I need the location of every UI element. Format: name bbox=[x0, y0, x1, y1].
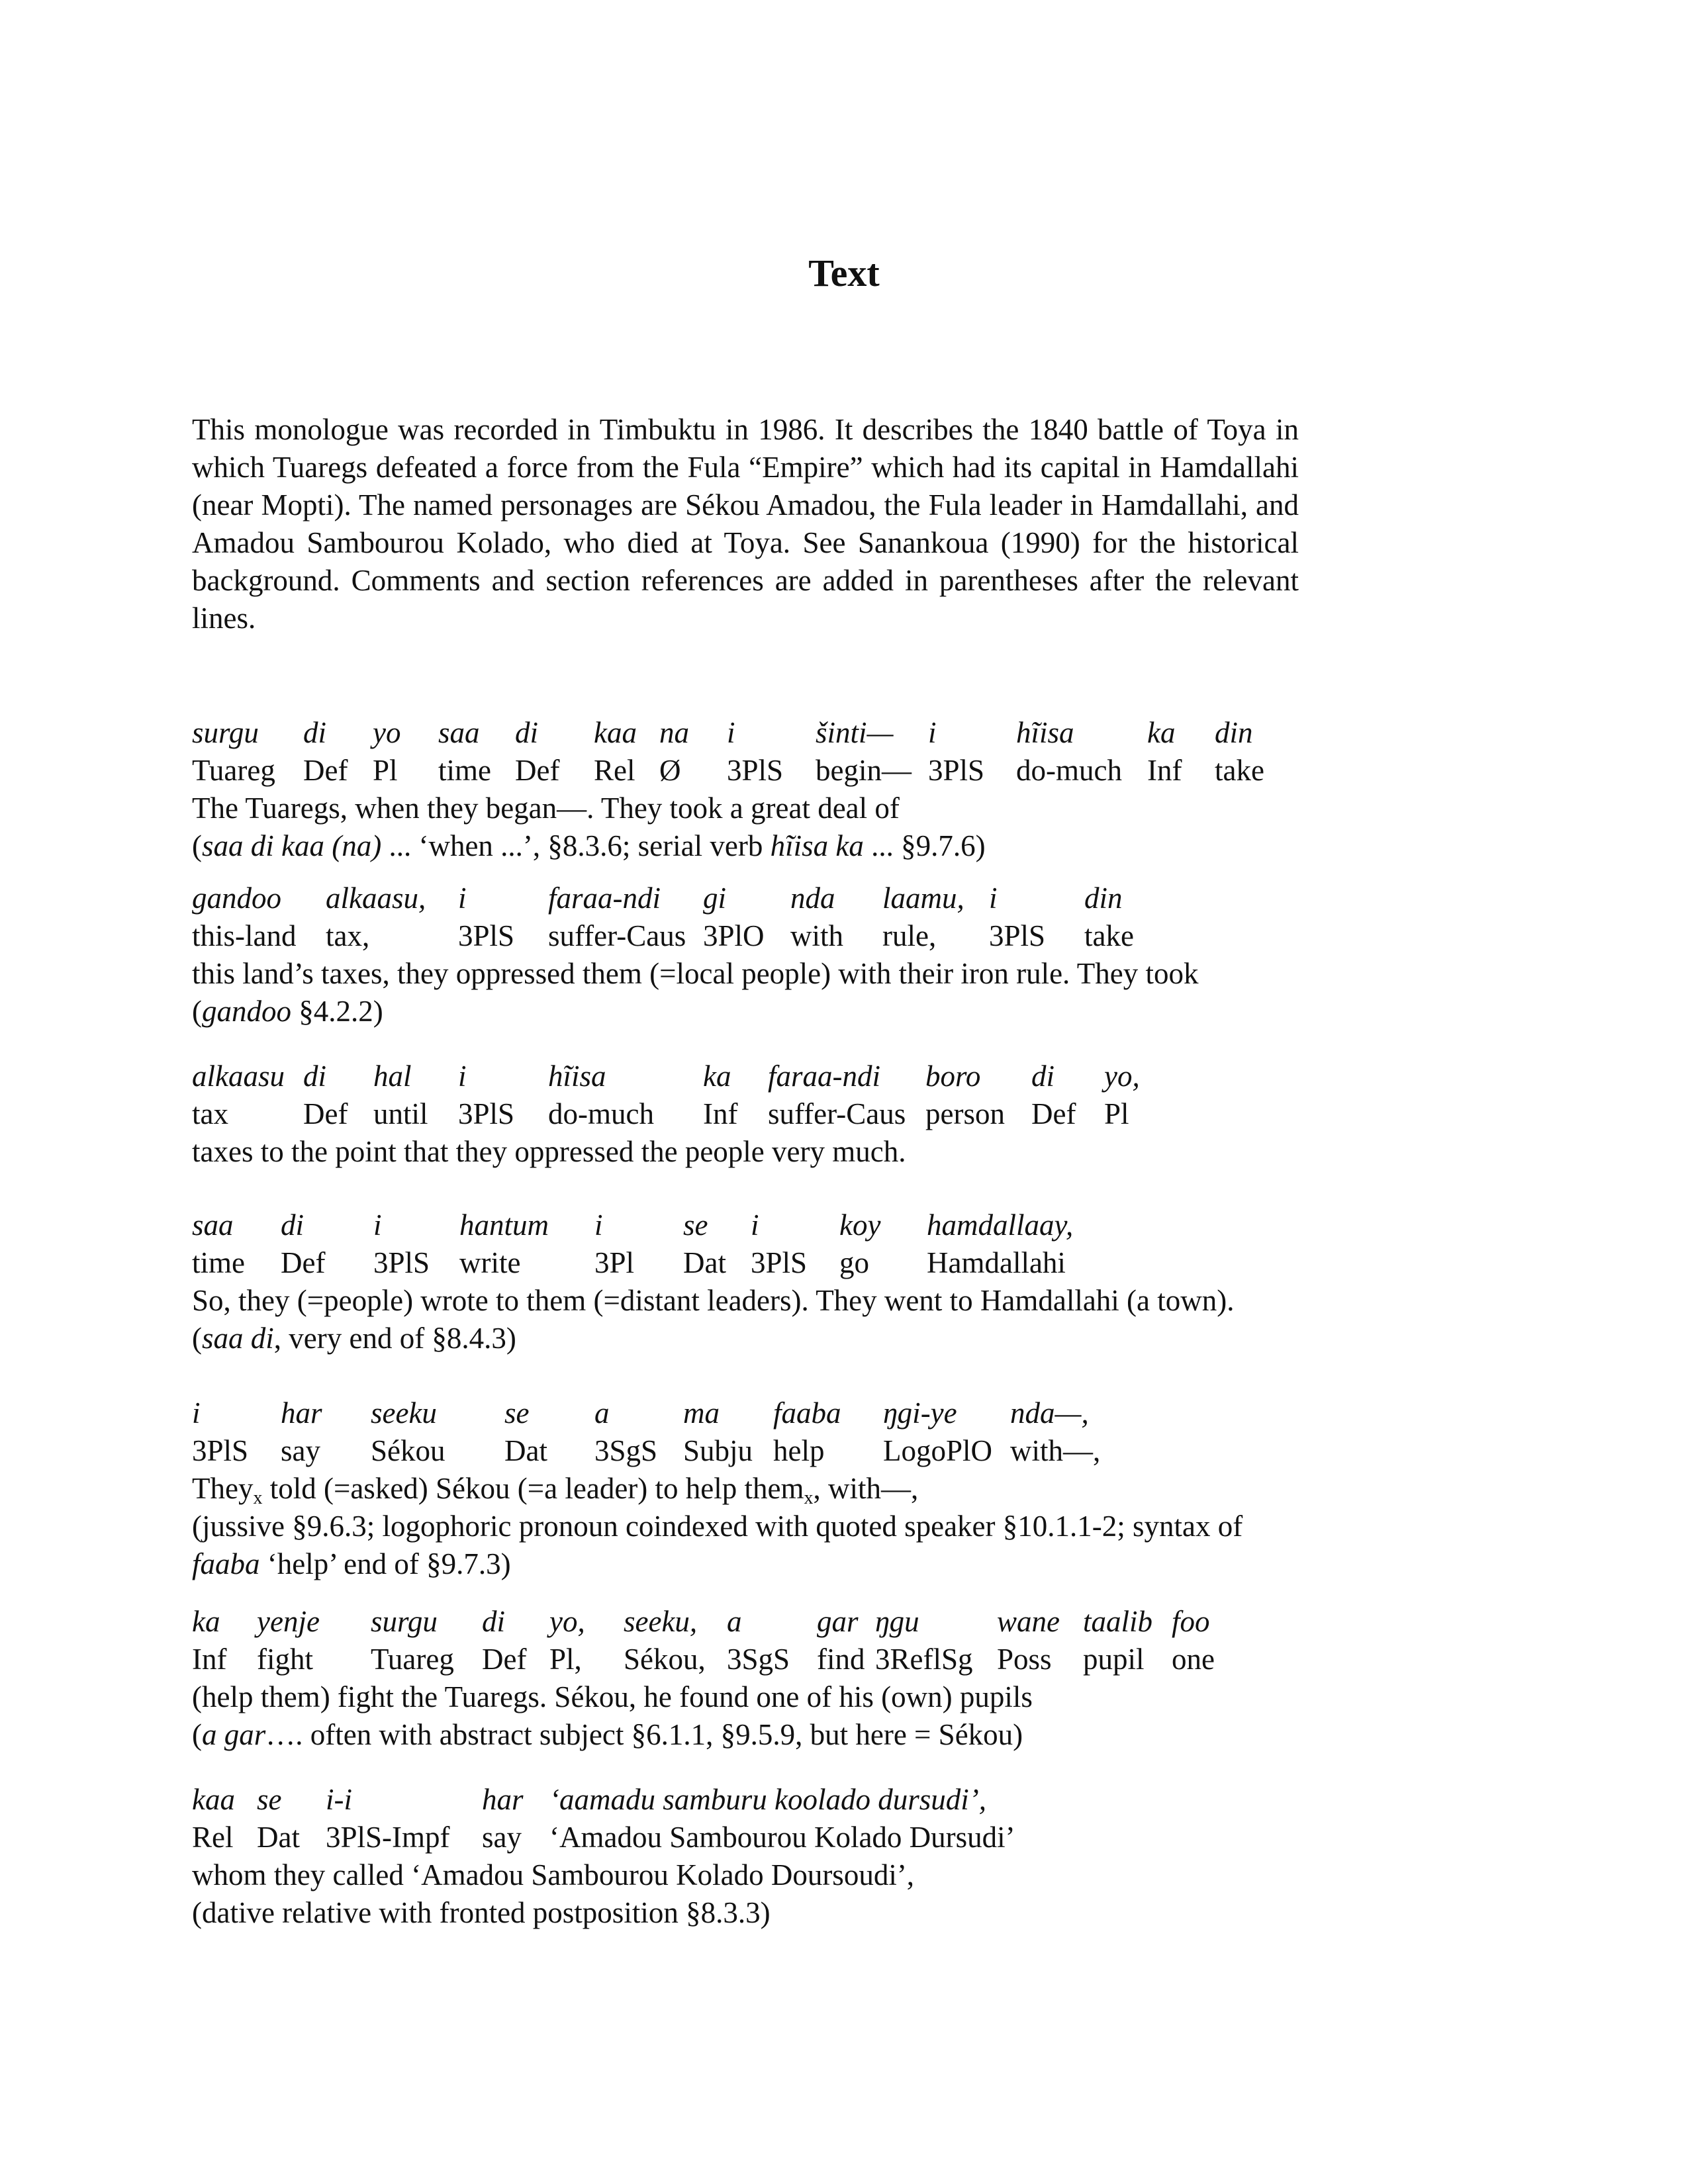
gloss-word: one bbox=[1172, 1643, 1215, 1676]
gloss-word: ‘Amadou Sambourou Kolado Dursudi’ bbox=[549, 1821, 1015, 1854]
source-word: seeku, bbox=[624, 1605, 698, 1638]
gloss-word: with—, bbox=[1010, 1434, 1101, 1467]
gloss-word: Sékou, bbox=[624, 1643, 706, 1676]
gloss-word: Inf bbox=[703, 1097, 738, 1130]
source-word: hal bbox=[373, 1060, 412, 1093]
source-word: i bbox=[928, 716, 937, 749]
gloss-word: rule, bbox=[882, 919, 937, 952]
translation-line: They$_x$ told (=asked) Sékou (=a leader) to help them$_x$, with—, bbox=[192, 1472, 919, 1508]
source-word: alkaasu bbox=[192, 1060, 285, 1093]
gloss-word: Pl, bbox=[549, 1643, 582, 1676]
gloss-word: person bbox=[925, 1097, 1005, 1130]
comment-line: (saa di, very end of §8.4.3) bbox=[192, 1322, 516, 1355]
source-word: i bbox=[192, 1396, 201, 1430]
source-word: taalib bbox=[1083, 1605, 1153, 1638]
gloss-line bbox=[192, 1641, 1317, 1678]
gloss-word: with bbox=[790, 919, 844, 952]
source-word: din bbox=[1084, 882, 1123, 915]
source-word: a bbox=[727, 1605, 742, 1638]
source-word: i bbox=[458, 1060, 467, 1093]
source-line bbox=[192, 1206, 1317, 1244]
gloss-word: tax, bbox=[326, 919, 370, 952]
translation-line: The Tuaregs, when they began—. They took a great deal of bbox=[192, 792, 900, 825]
comment-line: (dative relative with fronted postposition §8.3.3) bbox=[192, 1896, 771, 1929]
gloss-word: Subju bbox=[683, 1434, 753, 1467]
gloss-word: 3SgS bbox=[727, 1643, 790, 1676]
gloss-word: Dat bbox=[683, 1246, 726, 1279]
source-word: gar bbox=[817, 1605, 859, 1638]
source-word: yo, bbox=[549, 1605, 585, 1638]
gloss-word: say bbox=[281, 1434, 320, 1467]
comment-line: (gandoo §4.2.2) bbox=[192, 995, 383, 1028]
source-word: i bbox=[373, 1208, 382, 1242]
gloss-word: take bbox=[1215, 754, 1264, 787]
gloss-word: 3PlS bbox=[373, 1246, 430, 1279]
source-word: kaa bbox=[594, 716, 637, 749]
gloss-word: find bbox=[817, 1643, 865, 1676]
gloss-word: Inf bbox=[1147, 754, 1182, 787]
gloss-block bbox=[192, 1206, 1317, 1357]
translation-line: this land’s taxes, they oppressed them (=local people) with their iron rule. They took bbox=[192, 957, 1199, 990]
source-word: di bbox=[1031, 1060, 1055, 1093]
source-word: se bbox=[504, 1396, 530, 1430]
source-word: i bbox=[751, 1208, 759, 1242]
source-word: i bbox=[458, 882, 467, 915]
comment-line: (jussive §9.6.3; logophoric pronoun coindexed with quoted speaker §10.1.1-2; syntax of faaba ‘help’ end of §9.7.3) bbox=[192, 1510, 1243, 1580]
source-word: laamu, bbox=[882, 882, 964, 915]
gloss-line bbox=[192, 1095, 1317, 1133]
source-word: di bbox=[281, 1208, 305, 1242]
gloss-word: Rel bbox=[192, 1821, 234, 1854]
gloss-line bbox=[192, 752, 1317, 790]
source-word: foo bbox=[1172, 1605, 1210, 1638]
source-word: saa bbox=[192, 1208, 234, 1242]
gloss-word: 3PlS bbox=[989, 919, 1046, 952]
gloss-word: Def bbox=[482, 1643, 527, 1676]
gloss-block bbox=[192, 1603, 1317, 1754]
source-line bbox=[192, 714, 1317, 752]
source-word: hantum bbox=[459, 1208, 549, 1242]
source-word: nda bbox=[790, 882, 835, 915]
translation-line: whom they called ‘Amadou Sambourou Kolado Doursoudi’, bbox=[192, 1858, 915, 1891]
source-line bbox=[192, 1781, 1317, 1819]
gloss-word: Rel bbox=[594, 754, 635, 787]
source-word: na bbox=[659, 716, 689, 749]
gloss-word: 3PlS bbox=[751, 1246, 808, 1279]
source-word: a bbox=[594, 1396, 610, 1430]
gloss-word: Def bbox=[1031, 1097, 1076, 1130]
gloss-block bbox=[192, 714, 1317, 865]
gloss-word: until bbox=[373, 1097, 428, 1130]
intro-paragraph: This monologue was recorded in Timbuktu in 1986. It describes the 1840 battle of Toya in which Tuaregs defeated a force from the Fula “Empire” which had its capital in Hamdallahi (near Mopti). The named personages are Sékou Amadou, the Fula leader in Hamdallahi, and Amadou Sambourou Kolado, who died at Toya. See Sanankoua (1990) for the historical background. Comments and section references are added in parentheses after the relevant lines. bbox=[192, 413, 1299, 635]
source-word: di bbox=[303, 716, 327, 749]
gloss-word: say bbox=[482, 1821, 522, 1854]
source-word: nda—, bbox=[1010, 1396, 1089, 1430]
source-word: wane bbox=[997, 1605, 1060, 1638]
source-word: koy bbox=[839, 1208, 881, 1242]
gloss-word: go bbox=[839, 1246, 869, 1279]
gloss-word: Tuareg bbox=[371, 1643, 454, 1676]
source-word: surgu bbox=[371, 1605, 438, 1638]
source-word: boro bbox=[925, 1060, 981, 1093]
gloss-word: this-land bbox=[192, 919, 297, 952]
source-word: i bbox=[727, 716, 735, 749]
gloss-line bbox=[192, 1819, 1317, 1856]
gloss-word: 3Pl bbox=[594, 1246, 635, 1279]
gloss-word: Hamdallahi bbox=[927, 1246, 1066, 1279]
source-word: faraa-ndi bbox=[768, 1060, 881, 1093]
source-word: faraa-ndi bbox=[548, 882, 661, 915]
gloss-line bbox=[192, 917, 1317, 955]
gloss-word: 3PlS bbox=[458, 1097, 515, 1130]
source-word: i-i bbox=[326, 1783, 352, 1816]
gloss-word: time bbox=[438, 754, 491, 787]
gloss-line bbox=[192, 1432, 1317, 1470]
gloss-word: Pl bbox=[1104, 1097, 1129, 1130]
gloss-block bbox=[192, 880, 1317, 1030]
source-word: di bbox=[482, 1605, 506, 1638]
source-word: i bbox=[989, 882, 998, 915]
gloss-word: do-much bbox=[1016, 754, 1122, 787]
source-word: šinti— bbox=[816, 716, 894, 749]
gloss-word: begin— bbox=[816, 754, 912, 787]
comment-line: (saa di kaa (na) ... ‘when ...’, §8.3.6; serial verb hĩisa ka ... §9.7.6) bbox=[192, 829, 986, 862]
translation-line: So, they (=people) wrote to them (=distant leaders). They went to Hamdallahi (a town). bbox=[192, 1284, 1235, 1317]
gloss-word: do-much bbox=[548, 1097, 654, 1130]
source-word: yenje bbox=[257, 1605, 320, 1638]
source-word: ŋgu bbox=[875, 1605, 919, 1638]
source-word: har bbox=[482, 1783, 524, 1816]
gloss-word: take bbox=[1084, 919, 1134, 952]
source-word: seeku bbox=[371, 1396, 437, 1430]
source-line bbox=[192, 1603, 1317, 1641]
gloss-word: Ø bbox=[659, 754, 681, 787]
source-word: din bbox=[1215, 716, 1253, 749]
gloss-word: Def bbox=[515, 754, 560, 787]
source-word: saa bbox=[438, 716, 480, 749]
comment-line: (a gar…. often with abstract subject §6.1.1, §9.5.9, but here = Sékou) bbox=[192, 1718, 1023, 1751]
source-line bbox=[192, 1058, 1317, 1095]
gloss-line bbox=[192, 1244, 1317, 1282]
gloss-word: write bbox=[459, 1246, 521, 1279]
gloss-word: Poss bbox=[997, 1643, 1052, 1676]
gloss-word: 3PlS bbox=[727, 754, 784, 787]
source-word: di bbox=[303, 1060, 327, 1093]
gloss-word: Dat bbox=[257, 1821, 300, 1854]
source-word: ka bbox=[192, 1605, 220, 1638]
source-word: yo, bbox=[1104, 1060, 1140, 1093]
source-word: surgu bbox=[192, 716, 259, 749]
gloss-word: suffer-Caus bbox=[548, 919, 686, 952]
gloss-word: Inf bbox=[192, 1643, 227, 1676]
gloss-word: 3SgS bbox=[594, 1434, 658, 1467]
source-word: alkaasu, bbox=[326, 882, 426, 915]
gloss-word: fight bbox=[257, 1643, 313, 1676]
source-word: hĩisa bbox=[1016, 716, 1074, 749]
source-word: yo bbox=[373, 716, 401, 749]
source-word: se bbox=[257, 1783, 282, 1816]
gloss-word: 3ReflSg bbox=[875, 1643, 973, 1676]
source-word: ŋgi-ye bbox=[883, 1396, 957, 1430]
gloss-word: 3PlS bbox=[458, 919, 515, 952]
gloss-word: suffer-Caus bbox=[768, 1097, 906, 1130]
gloss-word: 3PlS bbox=[192, 1434, 249, 1467]
gloss-word: Tuareg bbox=[192, 754, 275, 787]
gloss-word: help bbox=[773, 1434, 825, 1467]
source-word: ‘aamadu samburu koolado dursudi’, bbox=[549, 1783, 986, 1816]
source-word: di bbox=[515, 716, 539, 749]
gloss-word: Sékou bbox=[371, 1434, 445, 1467]
gloss-word: pupil bbox=[1083, 1643, 1145, 1676]
gloss-word: Pl bbox=[373, 754, 398, 787]
gloss-word: LogoPlO bbox=[883, 1434, 993, 1467]
gloss-word: time bbox=[192, 1246, 245, 1279]
source-word: har bbox=[281, 1396, 322, 1430]
translation-line: (help them) fight the Tuaregs. Sékou, he found one of his (own) pupils bbox=[192, 1680, 1033, 1713]
source-word: ma bbox=[683, 1396, 720, 1430]
source-word: gi bbox=[703, 882, 727, 915]
gloss-word: 3PlO bbox=[703, 919, 765, 952]
page-title: Text bbox=[808, 251, 880, 295]
source-word: faaba bbox=[773, 1396, 841, 1430]
gloss-word: Def bbox=[281, 1246, 326, 1279]
gloss-block bbox=[192, 1781, 1317, 1932]
source-word: se bbox=[683, 1208, 708, 1242]
source-word: ka bbox=[1147, 716, 1176, 749]
source-line bbox=[192, 880, 1317, 917]
source-word: ka bbox=[703, 1060, 731, 1093]
gloss-word: Def bbox=[303, 1097, 348, 1130]
source-word: hĩisa bbox=[548, 1060, 606, 1093]
gloss-word: 3PlS bbox=[928, 754, 985, 787]
gloss-block bbox=[192, 1058, 1317, 1171]
translation-line: taxes to the point that they oppressed the people very much. bbox=[192, 1135, 906, 1168]
source-word: hamdallaay, bbox=[927, 1208, 1074, 1242]
gloss-word: tax bbox=[192, 1097, 228, 1130]
gloss-word: 3PlS-Impf bbox=[326, 1821, 450, 1854]
gloss-word: Def bbox=[303, 754, 348, 787]
gloss-word: Dat bbox=[504, 1434, 547, 1467]
source-word: kaa bbox=[192, 1783, 235, 1816]
source-word: gandoo bbox=[192, 882, 281, 915]
gloss-block bbox=[192, 1394, 1317, 1583]
source-word: i bbox=[594, 1208, 603, 1242]
source-line bbox=[192, 1394, 1317, 1432]
